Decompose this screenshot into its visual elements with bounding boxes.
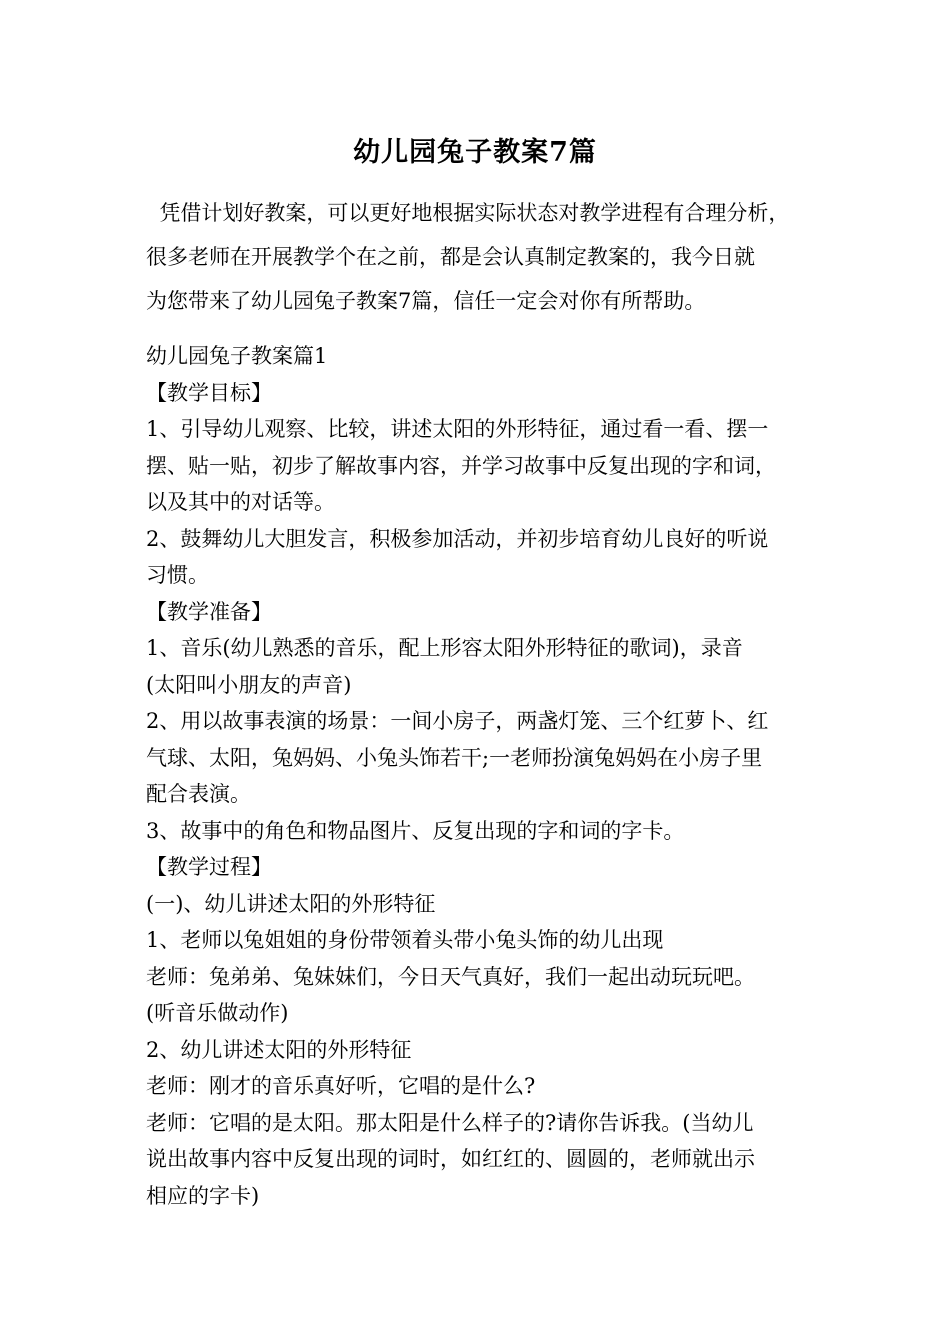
text-line: 2、鼓舞幼儿大胆发言，积极参加活动，并初步培育幼儿良好的听说: [146, 526, 769, 551]
intro-paragraph: [146, 191, 846, 323]
subsection-heading: 【教学过程】: [146, 855, 272, 879]
text-line: 2、用以故事表演的场景：一间小房子，两盏灯笼、三个红萝卜、红: [146, 709, 769, 733]
text-line: (听音乐做动作): [146, 1001, 289, 1025]
document-body: [146, 338, 846, 1214]
text-line: 3、故事中的角色和物品图片、反复出现的字和词的字卡。: [146, 818, 685, 843]
text-line: 2、幼儿讲述太阳的外形特征: [146, 1037, 412, 1062]
section-heading: 幼儿园兔子教案篇1: [146, 344, 328, 368]
text-line: 相应的字卡): [146, 1183, 260, 1208]
text-line: 以及其中的对话等。: [146, 490, 335, 514]
intro-line: 凭借计划好教案，可以更好地根据实际状态对教学进程有合理分析，: [146, 201, 790, 225]
text-line: 1、音乐(幼儿熟悉的音乐，配上形容太阳外形特征的歌词)，录音: [146, 636, 743, 660]
text-line: (一)、幼儿讲述太阳的外形特征: [146, 891, 436, 916]
intro-line: 很多老师在开展教学个在之前，都是会认真制定教案的，我今日就: [146, 245, 755, 269]
intro-line: 为您带来了幼儿园兔子教案7篇，信任一定会对你有所帮助。: [146, 289, 706, 313]
document-title: 幼儿园兔子教案7篇: [353, 137, 597, 168]
text-line: 1、引导幼儿观察、比较，讲述太阳的外形特征，通过看一看、摆一: [146, 417, 769, 441]
text-line: (太阳叫小朋友的声音): [146, 672, 352, 697]
text-line: 习惯。: [146, 563, 209, 587]
text-line: 老师：它唱的是太阳。那太阳是什么样子的?请你告诉我。(当幼儿: [146, 1110, 754, 1135]
text-line: 摆、贴一贴，初步了解故事内容，并学习故事中反复出现的字和词，: [146, 453, 776, 478]
text-line: 气球、太阳，兔妈妈、小兔头饰若干;一老师扮演兔妈妈在小房子里: [146, 745, 763, 770]
text-line: 配合表演。: [146, 782, 251, 806]
subsection-heading: 【教学目标】: [146, 380, 272, 405]
text-line: 1、老师以兔姐姐的身份带领着头带小兔头饰的幼儿出现: [146, 928, 664, 952]
text-line: 老师：兔弟弟、兔妹妹们，今日天气真好，我们一起出动玩玩吧。: [146, 964, 755, 989]
text-line: 老师：刚才的音乐真好听，它唱的是什么?: [146, 1074, 536, 1098]
subsection-heading: 【教学准备】: [146, 599, 272, 624]
text-line: 说出故事内容中反复出现的词时，如红红的、圆圆的，老师就出示: [146, 1147, 755, 1171]
